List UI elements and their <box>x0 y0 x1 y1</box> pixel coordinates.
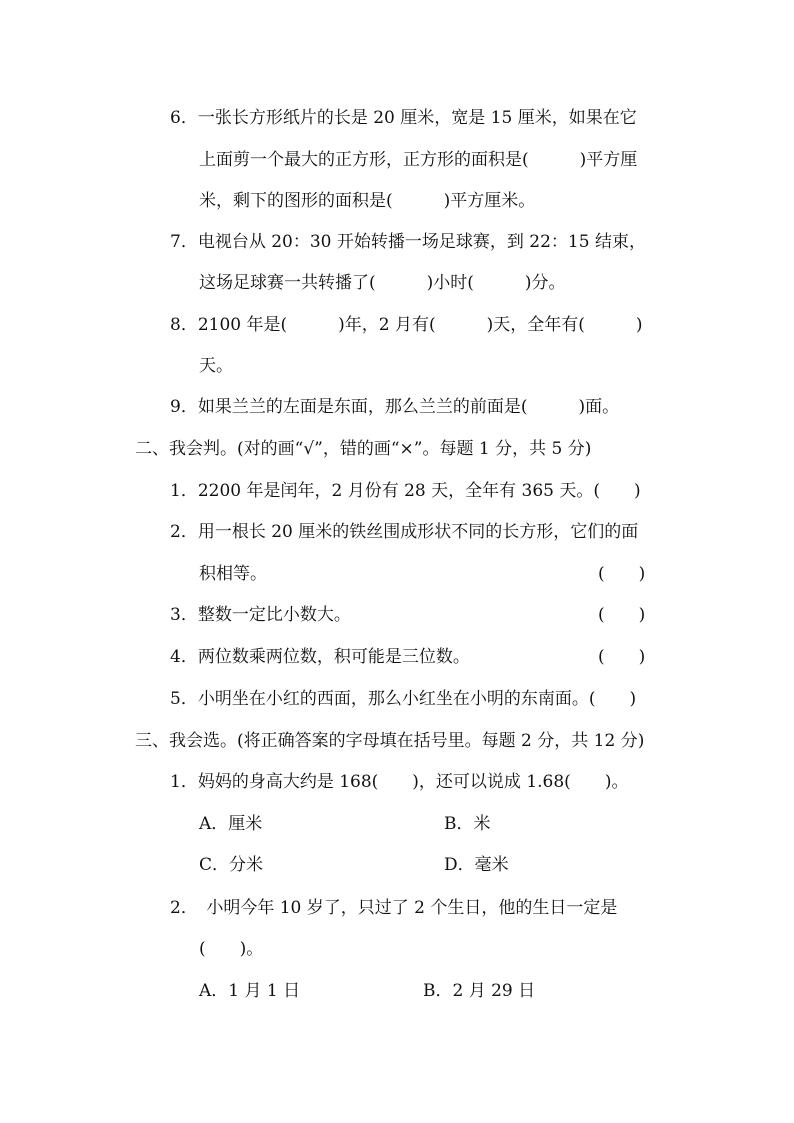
section-choose-heading: 三、我会选。(将正确答案的字母填在括号里。每题 2 分，共 12 分) <box>135 731 645 751</box>
q8-line1: 8．2100 年是( )年，2 月有( )天，全年有( ) <box>170 315 643 335</box>
q7-line1: 7．电视台从 20：30 开始转播一场足球赛，到 22：15 结束， <box>170 232 646 252</box>
choose-q1-option-d: D．毫米 <box>444 855 509 875</box>
section-judge-heading: 二、我会判。(对的画“√”，错的画“×”。每题 1 分，共 5 分) <box>135 439 592 459</box>
judge-q3-paren: ( ) <box>598 605 646 625</box>
judge-q3: 3．整数一定比小数大。 <box>170 605 351 625</box>
choose-q2-option-a: A．1 月 1 日 <box>199 981 301 1001</box>
choose-q2-option-b: B．2 月 29 日 <box>423 981 536 1001</box>
judge-q2-line1: 2．用一根长 20 厘米的铁丝围成形状不同的长方形，它们的面 <box>170 522 639 542</box>
judge-q2-paren: ( ) <box>598 564 646 584</box>
q8-line2: 天。 <box>199 356 233 376</box>
judge-q5: 5．小明坐在小红的西面，那么小红坐在小明的东南面。( ) <box>170 689 637 709</box>
choose-q1-option-b: B．米 <box>444 814 491 834</box>
q6-line3: 米，剩下的图形的面积是( )平方厘米。 <box>199 191 536 211</box>
choose-q1-stem: 1．妈妈的身高大约是 168( )，还可以说成 1.68( )。 <box>170 772 629 792</box>
q7-line2: 这场足球赛一共转播了( )小时( )分。 <box>199 273 566 293</box>
choose-q2-line2: ( )。 <box>199 939 264 959</box>
q6-line1: 6．一张长方形纸片的长是 20 厘米，宽是 15 厘米，如果在它 <box>170 108 637 128</box>
judge-q4-paren: ( ) <box>598 647 646 667</box>
judge-q1: 1．2200 年是闰年，2 月份有 28 天，全年有 365 天。( ) <box>170 481 641 501</box>
judge-q4: 4．两位数乘两位数，积可能是三位数。 <box>170 647 470 667</box>
q6-line2: 上面剪一个最大的正方形，正方形的面积是( )平方厘 <box>199 150 638 170</box>
choose-q2-line1: 2． 小明今年 10 岁了，只过了 2 个生日，他的生日一定是 <box>170 898 618 918</box>
choose-q1-option-a: A．厘米 <box>199 814 263 834</box>
q9-line1: 9．如果兰兰的左面是东面，那么兰兰的前面是( )面。 <box>170 397 620 417</box>
judge-q2-line2: 积相等。 <box>199 564 267 584</box>
choose-q1-option-c: C．分米 <box>199 855 264 875</box>
